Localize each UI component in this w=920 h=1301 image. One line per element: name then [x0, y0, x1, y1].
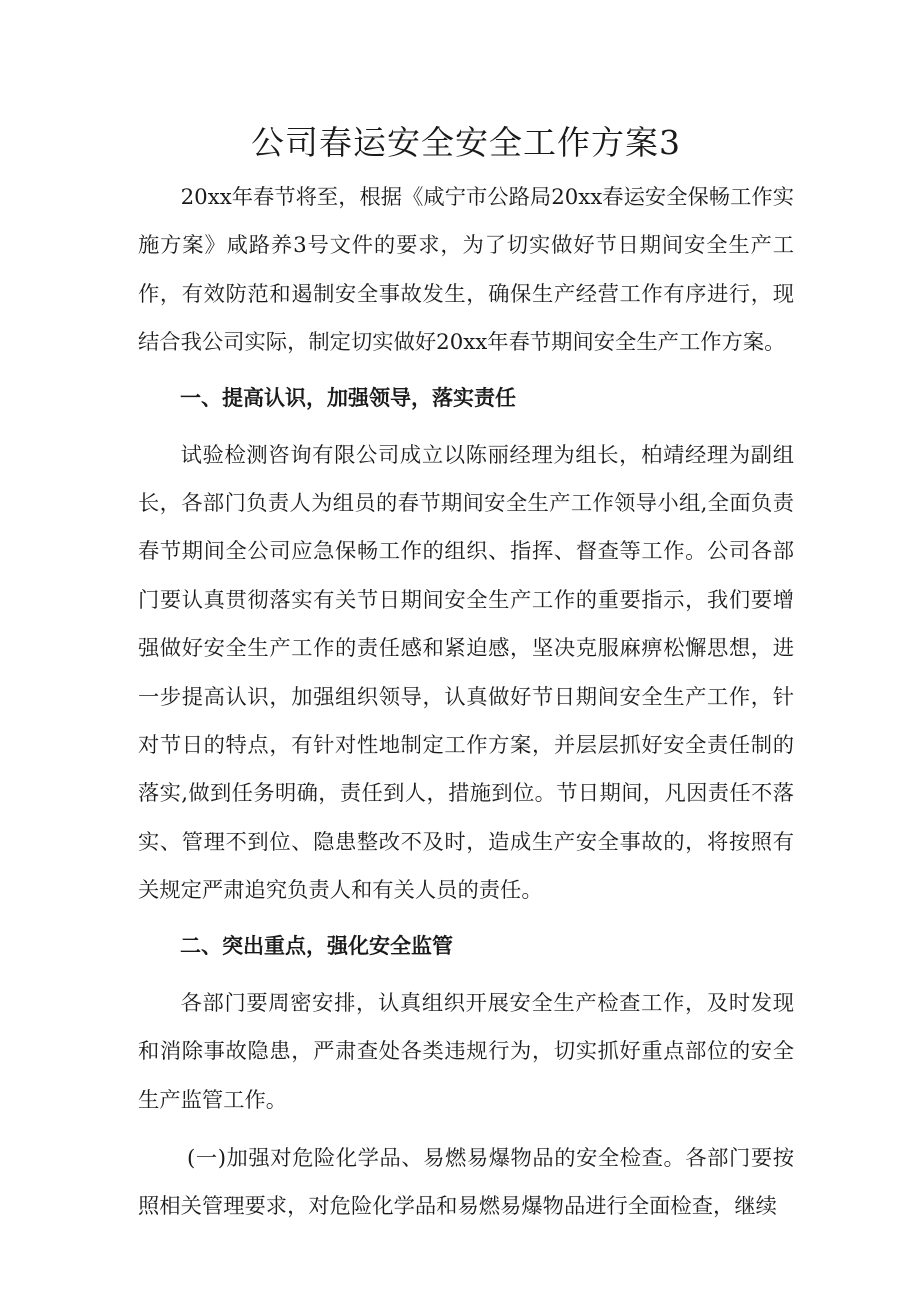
section-2-item-1: (一)加强对危险化学品、易燃易爆物品的安全检查。各部门要按照相关管理要求，对危险化学品和易燃易爆物品进行全面检查，继续 [138, 1145, 794, 1220]
document-title: 公司春运安全安全工作方案3 [251, 123, 681, 162]
section-2-heading: 二、突出重点，强化安全监管 [180, 933, 453, 958]
section-1-body: 试验检测咨询有限公司成立以陈丽经理为组长，柏靖经理为副组长，各部门负责人为组员的春节期间安全生产工作领导小组,全面负责春节期间全公司应急保畅工作的组织、指挥、督查等工作。公司各部门要认真贯彻落实有关节日期间安全生产工作的重要指示，我们要增强做好安全生产工作的责任感和紧迫感，坚决克服麻痹松懈思想，进一步提高认识，加强组织领导，认真做好节日期间安全生产工作，针对节日的特点，有针对性地制定工作方案，并层层抓好安全责任制的落实,做到任务明确，责任到人，措施到位。节日期间，凡因责任不落实、管理不到位、隐患整改不及时，造成生产安全事故的，将按照有关规定严肃追究负责人和有关人员的责任。 [138, 442, 794, 904]
section-1-heading: 一、提高认识，加强领导，落实责任 [180, 385, 516, 410]
intro-paragraph: 20xx年春节将至，根据《咸宁市公路局20xx春运安全保畅工作实施方案》咸路养3号文件的要求，为了切实做好节日期间安全生产工作，有效防范和遏制安全事故发生，确保生产经营工作有序进行，现结合我公司实际，制定切实做好20xx年春节期间安全生产工作方案。 [138, 185, 794, 356]
section-2-body: 各部门要周密安排，认真组织开展安全生产检查工作，及时发现和消除事故隐患，严肃查处各类违规行为，切实抓好重点部位的安全生产监管工作。 [138, 990, 794, 1113]
document-body [138, 118, 794, 1232]
